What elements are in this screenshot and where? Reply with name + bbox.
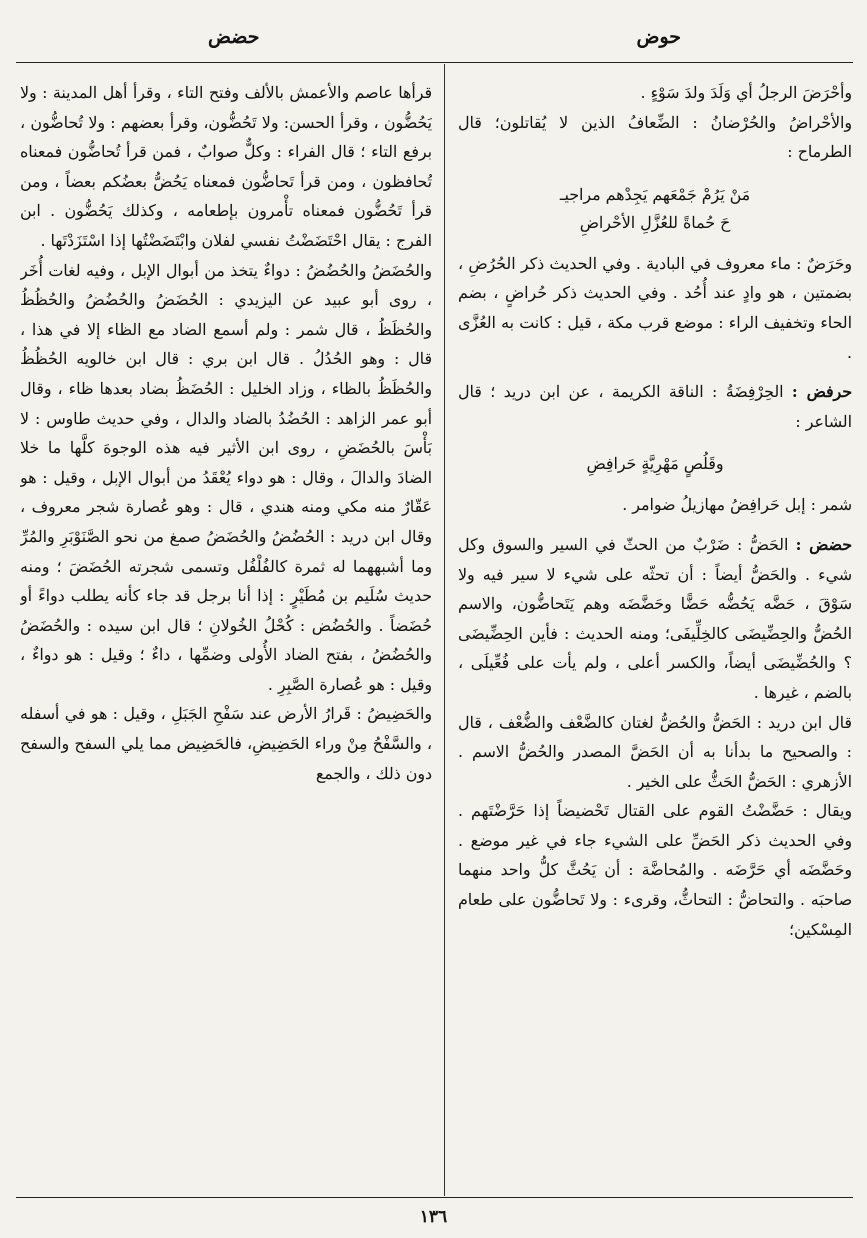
header-keyword-left: حضض [208,26,260,48]
entry-harfad-text: الحِرْفِضَةُ : الناقة الكريمة ، عن ابن دريد ؛ قال الشاعر : [458,382,852,431]
left-column [20,78,432,1190]
right-para-2: والأحْراضُ والحُرْضانُ : الضِّعافُ الذين لا يُقاتلون؛ قال الطرماح : [458,112,852,162]
verse-line-2: حَ حُماةً للعُزَّلِ الأحْراضِ [579,212,731,232]
left-para-2: والحُضَضُ والحُضُضُ : دواءٌ يتخذ من أبوال الإبل ، وفيه لغات أُخَر ، روى أبو عبيد عن اليزيدي : الحُضَضُ والحُضُضُ والحُظُظُ والحُظَظُ ، قال شمر : ولم أسمع الضاد مع الظاء إلا في هذا ، قال : وهو الحُدُلُ . قال ابن بري : قال ابن خالويه الحُظُظُ والحُظَظُ بالظاء ، وزاد الخليل : الحُضَظُ بضاد بعدها ظاء ، وقال أبو عمر الزاهد : الحُضُدُ بالضاد والدال ، وفي حديث طاوس : لا بَأْسَ بالحُضَضِ ، روى ابن الأثير فيه هذه الوجوهَ كلَّها ما خلا الضادَ والدالَ ، وقال : هو دواء يُعْقَدُ من أبوال الإبل ، وقيل : هو عَقّارٌ منه مكي ومنه هندي ، قال : وهو عُصارة شجر معروف ، وقال ابن دريد : الحُضُضُ والحُضَضُ صمغ من نحو الصَّنَوْبَرِ والمُرِّ وما أشبههما له ثمرة كالفُلْفُل وتسمى شجرته الحُضَضَ ؛ ومنه حديث سُلَيم بن مُطَيْرٍ : إذا أنا برجل قد جاء كأنه يطلب دواءً أو حُضَضاً . والحُضُض : كُحْلُ الخُولانِ ؛ قال ابن سيده : والحُضَضُ والحُضُضُ ، بفتح الضاد الأُولى وضمِّها ، داءٌ ؛ وقيل : هو دواءٌ ، وقيل : هو عُصارة الصَّبِرِ . [20,260,432,694]
entry-harfad [458,377,852,436]
entry-hadad [458,530,852,708]
left-para-3: والحَضِيضُ : قَرارُ الأرض عند سَفْحِ الجَبَلِ ، وقيل : هو في أسفله ، والسَّفْحُ مِنْ وراء الحَضِيضِ، فالحَضِيض مما يلي السفح والسفح دون ذلك ، والجمع [20,704,432,783]
page-number: ١٣٦ [419,1207,448,1227]
left-para-1: قرأها عاصم والأعمش بالألف وفتح التاء ، وقرأ أهل المدينة : ولا يَحُضُّون ، وقرأ الحسن: ولا تَحُضُّون، وقرأ بعضهم : ولا تُحاضُّون ، برفع التاء ؛ قال الفراء : وكلٌّ صوابٌ ، فمن قرأ تُحاضُّون فمعناه تُحافظون ، ومن قرأ تَحاضُّون فمعناه يَحُضُّ بعضُكم بعضاً ، ومن قرأ تَحُضُّون فمعناه تأْمرون بإطعامه ، وكذلك يَحُضُّون . ابن الفرج : يقال احْتَضَضْتُ نفسي لفلان وابْتَضَضْتُها إذا اسْتَزَدْتَها . [20,83,432,250]
verse-line-1: مَنْ يَرُمْ جَمْعَهم يَجِدْهم مراجيـ [559,184,751,204]
right-para-7: قال ابن دريد : الحَضُّ والحُضُّ لغتان كالضَّعْف والضُّعْف ، قال : والصحيح ما بدأنا به أن الحَضَّ المصدر والحُضُّ الاسم . الأزهري : الحَضُّ الحَثُّ على الخير . [458,712,852,791]
poem-verse-harafid [458,450,852,478]
entry-headword-harfad: حرفض : [791,382,852,402]
right-para-8: ويقال : حَضَّضْتُ القوم على القتال تَحْضيضاً إذا حَرَّضْتَهم . وفي الحديث ذكر الحَضِّ على الشيء جاء في غير موضع . وحَضَّضَه أي حَرَّضَه . والمُحاضَّة : أن يَحُثَّ كلُّ واحد منهما صاحبَه . والتحاضُّ : التحاثُّ، وقرىء : ولا تَحاضُّون على طعام المِسْكين؛ [458,801,852,939]
right-para-1: وأحْرَضَ الرجلُ أي وَلَدَ ولدَ سَوْءٍ . [640,83,852,102]
entry-hadad-text: الحَضُّ : ضَرْبٌ من الحثّ في السير والسوق وكل شيء . والحَضُّ أيضاً : أن تحثّه على شيء لا سير فيه ولا سَوْقَ ، حَضَّه يَحُضُّه حَضًّا وحَضَّضَه وهم يَتَحاضُّون، والاسم الحُضُّ والحِضِّيضَى كالخِلِّيفَى؛ ومنه الحديث : فأين الحِضِّيضَى ؟ والحُضِّيضَى أيضاً، والكسر أعلى ، ولم يأت على فُعِّيلَى ، بالضم ، غيرها . [458,534,852,702]
right-column [458,78,852,1190]
footer-rule [16,1197,853,1198]
right-para-5: شمر : إبل حَرافِضُ مهازيلُ ضوامر . [622,495,852,515]
poem-verse-tirimmah [458,181,852,237]
header-rule [16,62,853,63]
verse-line-3: وقَلُصٍ مَهْرِيَّةٍ حَرافِضِ [586,454,724,474]
entry-headword-hadad: حضض : [795,534,852,554]
column-divider [444,64,445,1196]
right-para-3: وحَرَضٌ : ماء معروف في البادية . وفي الحديث ذكر الحُرُضِ ، بضمتين ، هو وادٍ عند أُحُد . وفي الحديث ذكر حُراضٍ ، بضم الحاء وتخفيف الراء : موضع قرب مكة ، قيل : كانت به العُزَّى . [458,253,852,362]
header-keyword-right: حوض [636,26,681,48]
